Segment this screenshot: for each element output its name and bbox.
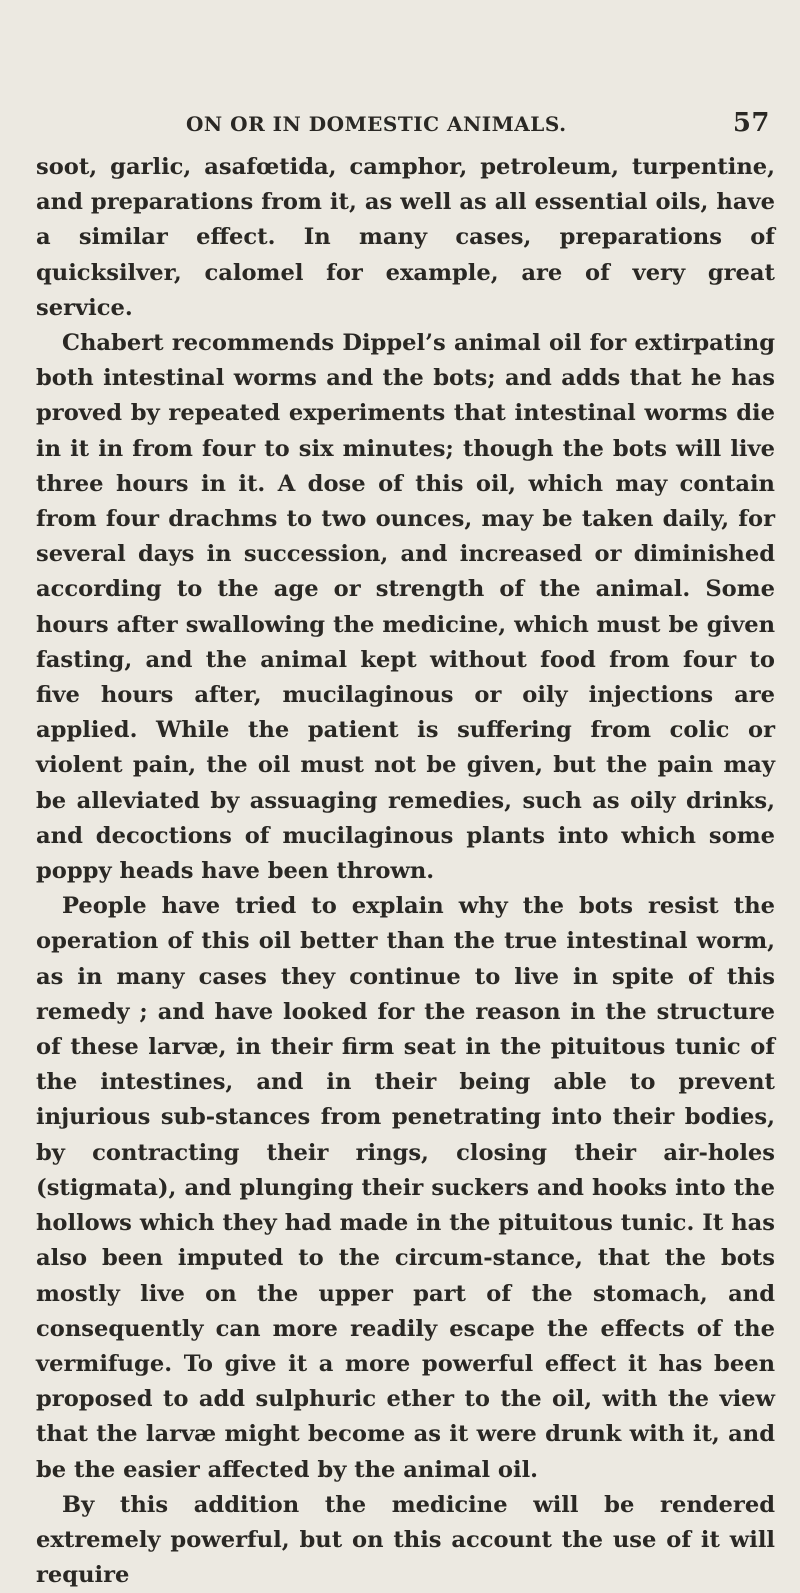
paragraph: soot, garlic, asafœtida, camphor, petroleum, turpentine, and preparations from it, as well as all essential oils, have a similar effect. In many cases, preparations of quicksilver, calomel for example, are of very great service. bbox=[36, 154, 775, 321]
body-text bbox=[36, 150, 775, 1593]
page-number: 57 bbox=[732, 108, 770, 138]
paragraph: People have tried to explain why the bots resist the operation of this oil better than the true intestinal worm, as in many cases they continue to live in spite of this remedy ; and have looked for the reason in the structure of these larvæ, in their firm seat in the pituitous tunic of the intestines, and in their being able to prevent injurious sub-stances from penetrating into their bodies, by contracting their rings, closing their air-holes (stigmata), and plunging their suckers and hooks into the hollows which they had made in the pituitous tunic. It has also been imputed to the circum-stance, that the bots mostly live on the upper part of the stomach, and consequently can more readily escape the effects of the vermifuge. To give it a more powerful effect it has been proposed to add sulphuric ether to the oil, with the view that the larvæ might become as it were drunk with it, and be the easier affected by the animal oil. bbox=[36, 893, 775, 1483]
running-title: ON OR IN DOMESTIC ANIMALS. bbox=[186, 112, 567, 136]
running-head bbox=[186, 108, 770, 142]
paragraph: Chabert recommends Dippel’s animal oil for extirpating both intestinal worms and the bots; and adds that he has proved by repeated experiments that intestinal worms die in it in from four to six minutes; though the bots will live three hours in it. A dose of this oil, which may contain from four drachms to two ounces, may be taken daily, for several days in succession, and increased or diminished according to the age or strength of the animal. Some hours after swallowing the medicine, which must be given fasting, and the animal kept without food from four to five hours after, mucilaginous or oily injections are applied. While the patient is suffering from colic or violent pain, the oil must not be given, but the pain may be alleviated by assuaging remedies, such as oily drinks, and decoctions of mucilaginous plants into which some poppy heads have been thrown. bbox=[36, 330, 775, 885]
paragraph: By this addition the medicine will be rendered extremely powerful, but on this account the use of it will require bbox=[36, 1491, 775, 1589]
